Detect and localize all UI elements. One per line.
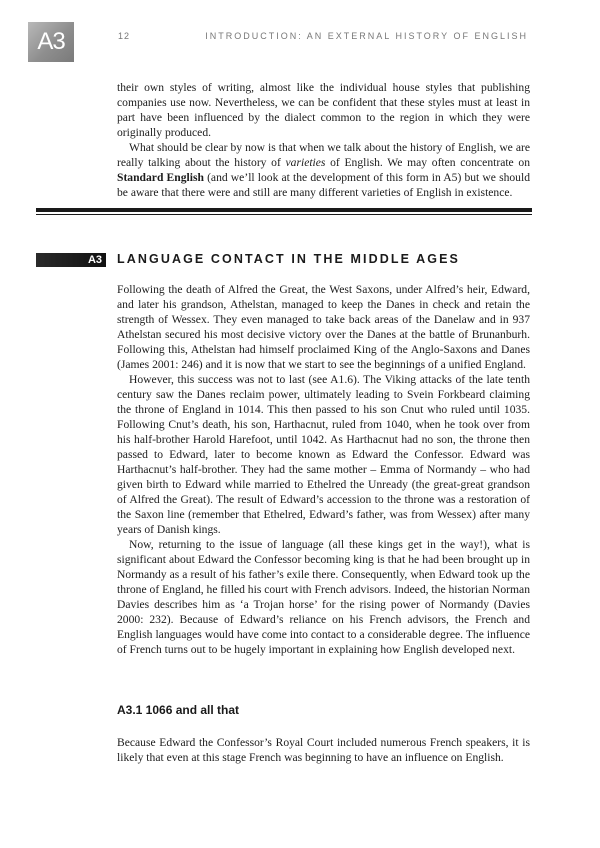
section-tab: A3: [36, 253, 106, 267]
section-divider-thick: [36, 208, 532, 212]
subsection-paragraph-1: Because Edward the Confessor’s Royal Court included numerous French speakers, it is likely that even at this stage French was beginning to have an influence on English.: [117, 736, 530, 764]
page-number: 12: [118, 31, 131, 41]
intro-paragraph-2-text-c: (and we’ll look at the development of this form in A5) but we should be aware that there were and still are many different varieties of English in existence.: [117, 171, 530, 199]
section-paragraph-1: Following the death of Alfred the Great, the West Saxons, under Alfred’s heir, Edward, and later his grandson, Athelstan, managed to keep the Danes in check and retain the strength of Wessex. They even managed to take back areas of the Danelaw and in 937 Athelstan secured his most decisive victory over the Danes at the battle of Brunanburh. Following this, Athelstan had himself proclaimed King of the Anglo-Saxons and Danes (James 2001: 246) and it is now that we start to see the beginnings of a unified England.: [117, 283, 530, 371]
section-divider-thin: [36, 214, 532, 215]
intro-paragraph-2-text-a: What should be clear by now is that when we talk about the history of English, we are really talking about the history of: [117, 141, 530, 169]
section-title: LANGUAGE CONTACT IN THE MIDDLE AGES: [117, 252, 460, 266]
section-paragraph-3: Now, returning to the issue of language (all these kings get in the way!), what is significant about Edward the Confessor becoming king is that he had been brought up in Normandy as a result of his father’s exile there. Consequently, when Edward took up the throne of England, he filled his court with French advisors. Indeed, the historian Norman Davies describes him as ‘a Trojan horse’ for the rising power of Normandy (Davies 2000: 232). Because of Edward’s reliance on his French advisors, the French and English languages would have come into contact to a considerable degree. The influence of French turns out to be hugely important in explaining how English developed next.: [117, 538, 530, 656]
intro-text: [117, 80, 530, 200]
running-head: INTRODUCTION: AN EXTERNAL HISTORY OF ENGLISH: [205, 31, 528, 41]
section-body: [117, 282, 530, 657]
section-paragraph-2: However, this success was not to last (see A1.6). The Viking attacks of the late tenth century saw the Danes reclaim power, ultimately leading to Svein Forkbeard claiming the throne of England in 1014. This then passed to his son Cnut who ruled until 1035. Following Cnut’s death, his son, Harthacnut, ruled from 1040, when he took over from his half-brother Harold Harefoot, until 1042. As Harthacnut had no son, the throne then passed to Edward, later to become known as Edward the Confessor. Edward was Harthacnut’s half-brother. They had the same mother – Emma of Normandy – who had given birth to Edward while married to Ethelred the Unready (the great-great grandson of Alfred the Great). The result of Edward’s accession to the throne was a restoration of the Saxon line (remember that Ethelred, Edward’s father, was from Wessex) after many years of Danish kings.: [117, 373, 530, 536]
intro-paragraph-2-text-b: of English. We may often concentrate on: [325, 156, 530, 169]
subsection-body: [117, 735, 530, 765]
emphasis-varieties: varieties: [285, 156, 326, 169]
key-term-standard-english: Standard English: [117, 171, 204, 184]
chapter-badge: A3: [28, 22, 74, 62]
subsection-heading: A3.1 1066 and all that: [117, 703, 240, 717]
intro-paragraph-1: their own styles of writing, almost like the individual house styles that publishing companies use now. Nevertheless, we can be confident that these styles must at least in part have been influenced by the dialect common to the region in which they were originally produced.: [117, 81, 530, 139]
intro-paragraph-2: [117, 140, 530, 200]
